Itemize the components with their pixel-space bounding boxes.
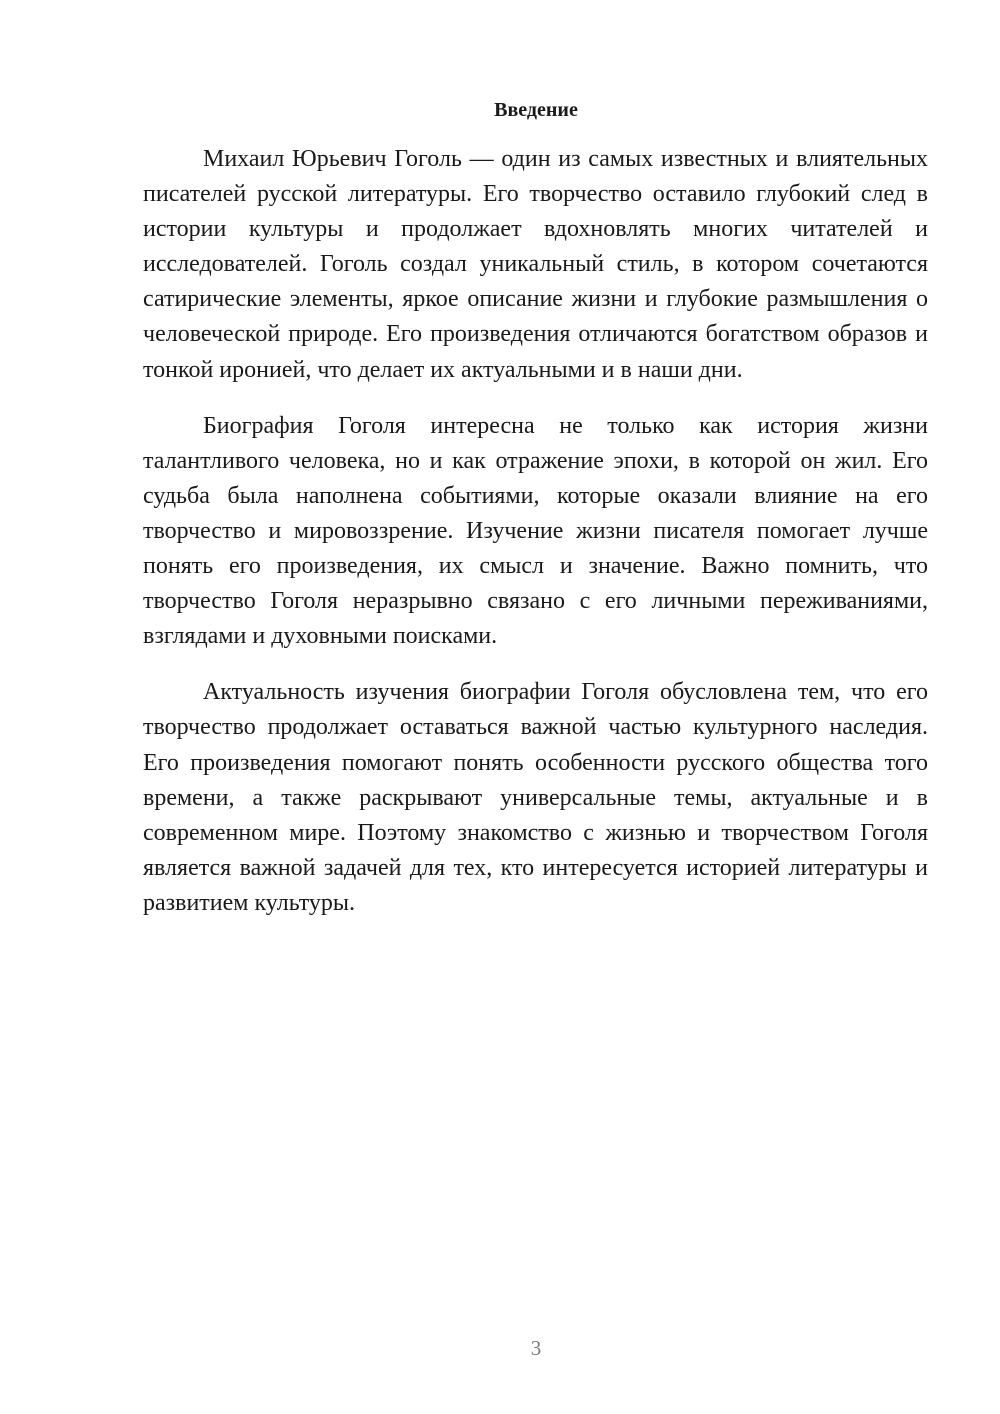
paragraph-3: Актуальность изучения биографии Гоголя обусловлена тем, что его творчество продолжает оставаться важной частью культурного наследия. Его произведения помогают понять особенности русского общества того времени, а также раскрывают универсальные темы, актуальные и в современном мире. Поэтому знакомство с жизнью и творчеством Гоголя является важной задачей для тех, кто интересуется историей литературы и развитием культуры. [143, 679, 928, 916]
paragraph-2: Биография Гоголя интересна не только как история жизни талантливого человека, но и как отражение эпохи, в которой он жил. Его судьба была наполнена событиями, которые оказали влияние на его творчество и мировоззрение. Изучение жизни писателя помогает лучше понять его произведения, их смысл и значение. Важно помнить, что творчество Гоголя неразрывно связано с его личными переживаниями, взглядами и духовными поисками. [143, 412, 928, 650]
paragraph-1: Михаил Юрьевич Гоголь — один из самых известных и влиятельных писателей русской литературы. Его творчество оставило глубокий след в истории культуры и продолжает вдохновлять многих читателей и исследователей. Гоголь создал уникальный стиль, в котором сочетаются сатирические элементы, яркое описание жизни и глубокие размышления о человеческой природе. Его произведения отличаются богатством образов и тонкой иронией, что делает их актуальными и в наши дни. [143, 146, 928, 383]
page-number: 3 [530, 1336, 542, 1360]
body-text [143, 142, 928, 921]
section-title: Введение [494, 99, 578, 121]
